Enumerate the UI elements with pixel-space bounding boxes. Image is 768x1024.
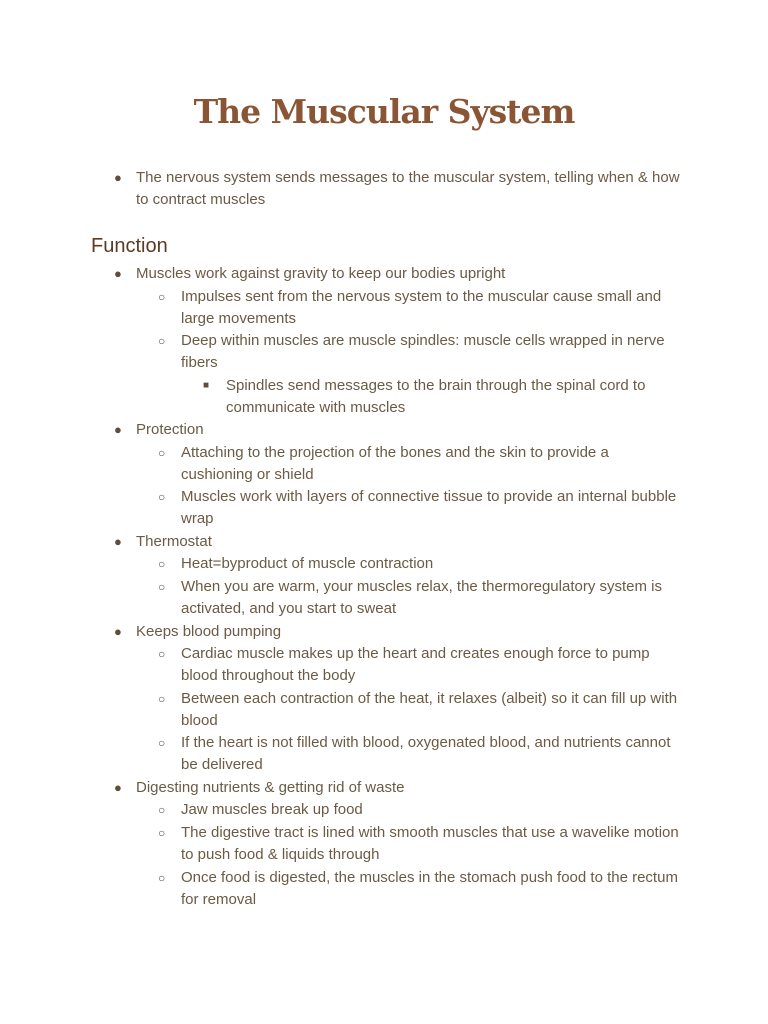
- page-title: The Muscular System: [193, 92, 575, 131]
- sub-list-item-text: Attaching to the projection of the bones and the skin to provide a cushioning or shield: [181, 444, 609, 484]
- list-item: [0, 263, 681, 285]
- sub-list-item: [0, 867, 681, 912]
- list-item-text: Thermostat: [136, 533, 212, 550]
- list-item: [0, 419, 681, 441]
- sub-list-item: [0, 822, 681, 867]
- sub-list-item-text: When you are warm, your muscles relax, the thermoregulatory system is activated, and you start to sweat: [181, 578, 663, 618]
- sub-bullet-marker: ○: [158, 736, 166, 750]
- sub-list-item: [0, 553, 681, 575]
- sub-bullet-marker: ○: [158, 290, 166, 304]
- sub-list-item: [0, 486, 681, 531]
- list-item-text: Muscles work against gravity to keep our bodies upright: [136, 265, 506, 282]
- sub-list-item-text: Cardiac muscle makes up the heart and creates enough force to pump blood throughout the body: [181, 645, 650, 685]
- sub-list-item: [0, 643, 681, 688]
- sub-list-item: [0, 799, 681, 821]
- sub-bullet-marker: ○: [158, 826, 166, 840]
- sub-list-item: [0, 576, 681, 621]
- list-item-text: Digesting nutrients & getting rid of waste: [136, 779, 405, 796]
- bullet-marker: ●: [114, 624, 122, 639]
- sub-list-item-text: Jaw muscles break up food: [181, 801, 363, 818]
- bullet-marker: ●: [114, 170, 122, 185]
- section-heading-function: Function: [91, 235, 168, 257]
- bullet-marker: ●: [114, 780, 122, 795]
- bullet-marker: ●: [114, 266, 122, 281]
- sub-bullet-marker: ○: [158, 647, 166, 661]
- sub-list-item-text: If the heart is not filled with blood, oxygenated blood, and nutrients cannot be delivered: [181, 734, 671, 774]
- square-bullet-marker: ■: [203, 380, 210, 391]
- sub-list-item-text: Between each contraction of the heat, it relaxes (albeit) so it can fill up with blood: [181, 690, 678, 730]
- sub-list-item: [0, 286, 681, 331]
- list-item-text: Keeps blood pumping: [136, 623, 282, 640]
- sub-bullet-marker: ○: [158, 490, 166, 504]
- sub-sub-list-item-text: Spindles send messages to the brain through the spinal cord to communicate with muscles: [226, 377, 646, 417]
- list-item-text: The nervous system sends messages to the muscular system, telling when & how to contract muscles: [136, 169, 680, 209]
- sub-list-item: [0, 330, 681, 375]
- sub-list-item-text: Heat=byproduct of muscle contraction: [181, 555, 434, 572]
- list-item: [0, 621, 681, 643]
- sub-list-item: [0, 732, 681, 777]
- sub-list-item-text: Muscles work with layers of connective tissue to provide an internal bubble wrap: [181, 488, 677, 528]
- sub-bullet-marker: ○: [158, 446, 166, 460]
- bullet-marker: ●: [114, 422, 122, 437]
- sub-bullet-marker: ○: [158, 580, 166, 594]
- list-item: [0, 777, 681, 799]
- sub-list-item: [0, 688, 681, 733]
- intro-list-item: [0, 167, 681, 212]
- sub-list-item-text: The digestive tract is lined with smooth muscles that use a wavelike motion to push food & liquids through: [181, 824, 679, 864]
- sub-list-item-text: Impulses sent from the nervous system to the muscular cause small and large movements: [181, 288, 662, 328]
- sub-list-item: [0, 442, 681, 487]
- list-item: [0, 531, 681, 553]
- sub-bullet-marker: ○: [158, 334, 166, 348]
- sub-list-item-text: Once food is digested, the muscles in the stomach push food to the rectum for removal: [181, 869, 678, 909]
- sub-list-item-text: Deep within muscles are muscle spindles: muscle cells wrapped in nerve fibers: [181, 332, 665, 372]
- sub-bullet-marker: ○: [158, 692, 166, 706]
- sub-bullet-marker: ○: [158, 803, 166, 817]
- sub-bullet-marker: ○: [158, 557, 166, 571]
- list-item-text: Protection: [136, 421, 204, 438]
- sub-sub-list-item: [0, 375, 681, 420]
- bullet-marker: ●: [114, 534, 122, 549]
- sub-bullet-marker: ○: [158, 871, 166, 885]
